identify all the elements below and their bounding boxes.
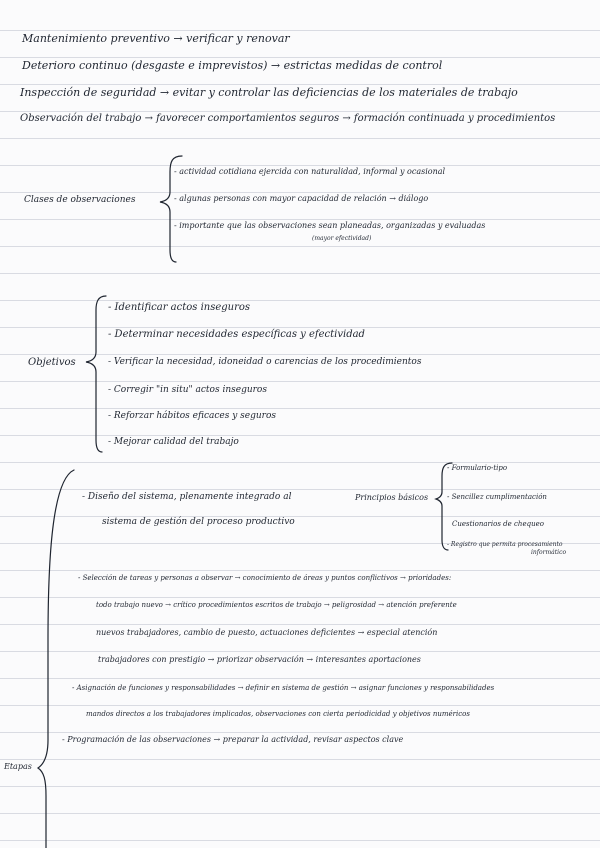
objetivos-label: Objetivos bbox=[28, 357, 76, 368]
principio-1: - Formulario-tipo bbox=[447, 464, 508, 472]
objetivos-item-3: - Verificar la necesidad, idoneidad o carencias de los procedimientos bbox=[108, 357, 422, 367]
line-inspeccion: Inspección de seguridad → evitar y controlar las deficiencias de los materiales de trabajo bbox=[20, 86, 518, 99]
principios-label: Principios básicos bbox=[355, 493, 429, 502]
objetivos-item-2: - Determinar necesidades específicas y efectividad bbox=[108, 329, 365, 340]
line-deterioro: Deterioro continuo (desgaste e imprevistos) → estrictas medidas de control bbox=[22, 59, 443, 72]
objetivos-item-4: - Corregir "in situ" actos inseguros bbox=[108, 385, 267, 395]
principio-4-cont: informático bbox=[531, 549, 567, 556]
asignacion-line-1: - Asignación de funciones y responsabilidades → definir en sistema de gestión → asignar funciones y responsabilidades bbox=[72, 684, 495, 692]
objetivos-bracket bbox=[86, 296, 106, 452]
principio-3: Cuestionarios de chequeo bbox=[452, 520, 544, 528]
clases-item-3: - importante que las observaciones sean planeadas, organizadas y evaluadas bbox=[174, 221, 486, 230]
objetivos-item-6: - Mejorar calidad del trabajo bbox=[108, 437, 239, 447]
principios-bracket bbox=[436, 463, 452, 550]
clases-note: (mayor efectividad) bbox=[312, 235, 372, 242]
clases-item-2: - algunas personas con mayor capacidad de relación → diálogo bbox=[174, 194, 429, 203]
diseno-line-2: sistema de gestión del proceso productivo bbox=[102, 517, 295, 527]
etapas-bracket bbox=[38, 470, 74, 848]
principio-4: - Registro que permita procesamiento bbox=[447, 541, 563, 548]
seleccion-line-1: - Selección de tareas y personas a observar → conocimiento de áreas y puntos conflictivos → prioridades: bbox=[78, 574, 452, 582]
objetivos-item-1: - Identificar actos inseguros bbox=[108, 302, 251, 313]
seleccion-line-4: trabajadores con prestigio → priorizar observación → interesantes aportaciones bbox=[98, 655, 421, 664]
seleccion-line-3: nuevos trabajadores, cambio de puesto, actuaciones deficientes → especial atención bbox=[96, 628, 438, 637]
programacion-line: - Programación de las observaciones → preparar la actividad, revisar aspectos clave bbox=[62, 735, 404, 744]
line-observacion: Observación del trabajo → favorecer comportamientos seguros → formación continuada y procedimientos bbox=[20, 113, 556, 124]
asignacion-line-2: mandos directos a los trabajadores implicados, observaciones con cierta periodicidad y objetivos numéricos bbox=[86, 710, 470, 718]
seleccion-line-2: todo trabajo nuevo → crítico procedimientos escritos de trabajo → peligrosidad → atención preferente bbox=[96, 601, 457, 609]
principio-2: - Sencillez cumplimentación bbox=[447, 493, 547, 501]
line-mantenimiento: Mantenimiento preventivo → verificar y renovar bbox=[22, 32, 290, 45]
etapas-label: Etapas bbox=[4, 762, 32, 771]
clases-label: Clases de observaciones bbox=[24, 195, 136, 205]
diseno-line-1: - Diseño del sistema, plenamente integrado al bbox=[82, 492, 292, 502]
clases-item-1: - actividad cotidiana ejercida con naturalidad, informal y ocasional bbox=[174, 167, 446, 176]
objetivos-item-5: - Reforzar hábitos eficaces y seguros bbox=[108, 411, 277, 421]
